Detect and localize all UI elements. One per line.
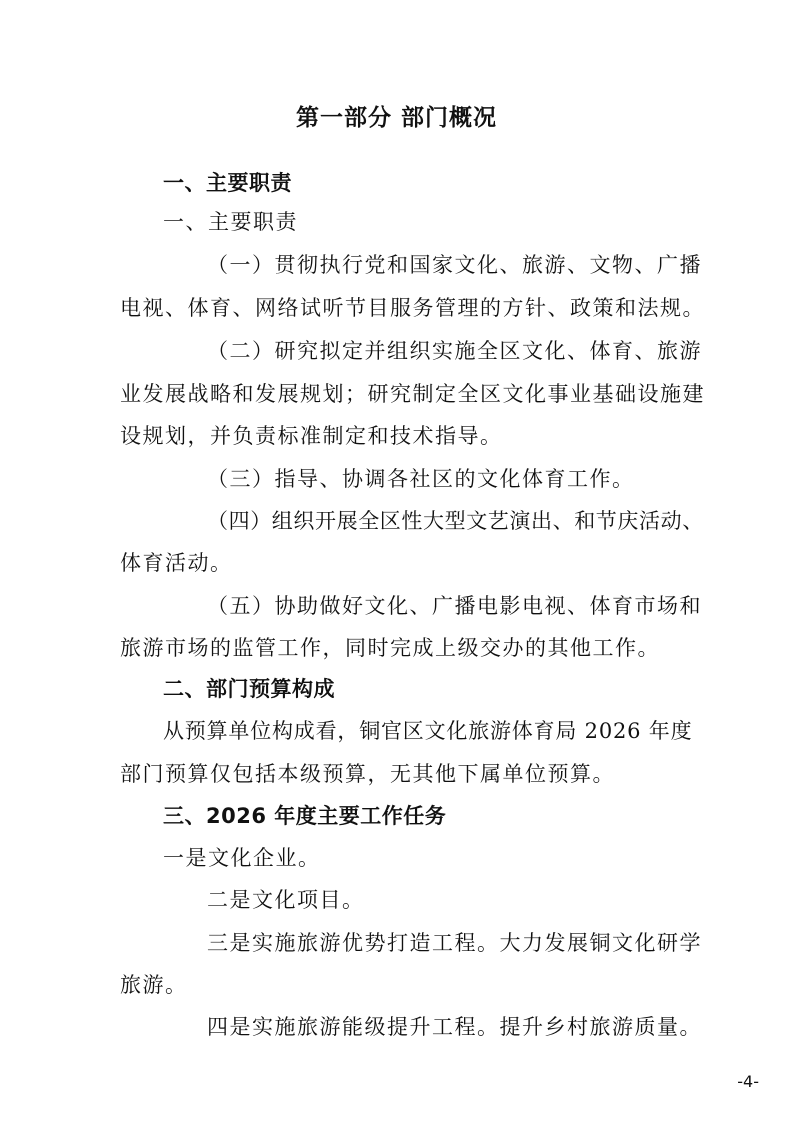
duty-item-1-line-2: 电视、体育、网络试听节目服务管理的方针、政策和法规。 [120, 296, 705, 320]
duty-item-5-line-2: 旅游市场的监管工作，同时完成上级交办的其他工作。 [120, 636, 660, 660]
budget-structure-line-1: 从预算单位构成看，铜官区文化旅游体育局 2026 年度 [163, 719, 693, 743]
duty-item-5-line-1: （五）协助做好文化、广播电影电视、体育市场和 [207, 594, 702, 618]
section-heading-main-tasks: 三、2026 年度主要工作任务 [163, 804, 447, 828]
duty-item-4-line-2: 体育活动。 [120, 551, 233, 575]
duty-item-3-line-1: （三）指导、协调各社区的文化体育工作。 [207, 467, 635, 491]
duty-item-2-line-3: 设规划，并负责标准制定和技术指导。 [120, 424, 503, 448]
task-3-line-2: 旅游。 [120, 973, 188, 997]
task-2: 二是文化项目。 [207, 888, 365, 912]
duty-item-2-line-1: （二）研究拟定并组织实施全区文化、体育、旅游 [207, 339, 702, 363]
duty-item-1-line-1: （一）贯彻执行党和国家文化、旅游、文物、广播 [207, 253, 702, 277]
duty-item-2-line-2: 业发展战略和发展规划；研究制定全区文化事业基础设施建 [120, 382, 705, 406]
duty-item-4-line-1: （四）组织开展全区性大型文艺演出、和节庆活动、 [207, 509, 704, 533]
page-number: -4- [737, 1072, 759, 1091]
section-heading-budget-structure: 二、部门预算构成 [163, 677, 335, 701]
page-title: 第一部分 部门概况 [295, 105, 497, 131]
section-heading-main-duties: 一、主要职责 [163, 171, 292, 195]
task-1: 一是文化企业。 [163, 846, 321, 870]
budget-structure-line-2: 部门预算仅包括本级预算，无其他下属单位预算。 [120, 762, 615, 786]
task-4: 四是实施旅游能级提升工程。提升乡村旅游质量。 [207, 1015, 702, 1039]
subheading-main-duties: 一、主要职责 [163, 210, 298, 234]
task-3-line-1: 三是实施旅游优势打造工程。大力发展铜文化研学 [207, 931, 702, 955]
